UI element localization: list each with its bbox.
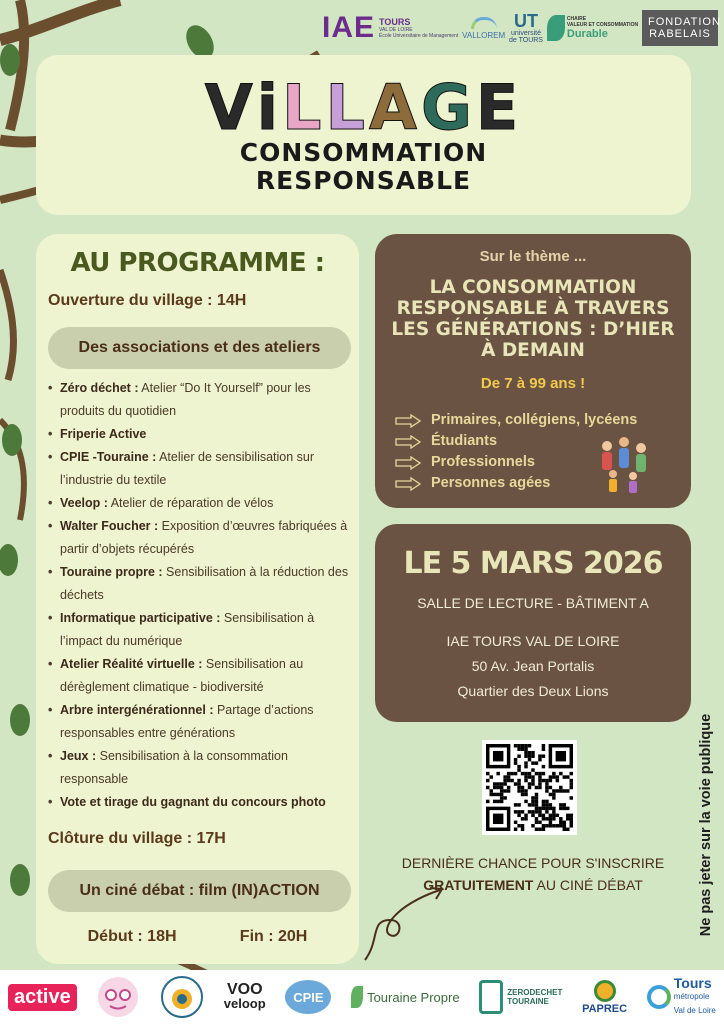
touraine-propre-label: Touraine Propre (367, 989, 460, 1005)
event-room: SALLE DE LECTURE - BÂTIMENT A (417, 595, 649, 611)
tours-metropole-logo (647, 976, 716, 1018)
title-letter: A (369, 71, 421, 144)
activity-name: Veelop : (60, 496, 108, 510)
chaire-leaf-icon (547, 15, 565, 41)
title-letter: E (475, 71, 523, 144)
audience-label: Étudiants (431, 433, 498, 449)
activity-desc: Partage d’actions responsables entre générations (60, 703, 314, 740)
fondation-rabelais-logo (642, 10, 721, 46)
opening-time: Ouverture du village : 14H (48, 292, 247, 309)
paprec-globe-icon (594, 980, 616, 1002)
activity-name: Jeux : (60, 749, 97, 763)
leaf-icon (351, 986, 363, 1008)
activity-desc: Sensibilisation à l’impact du numérique (60, 611, 315, 648)
activity-item (48, 653, 354, 699)
chaire-line1: CHAIRE (566, 16, 587, 22)
register-rest: AU CINÉ DÉBAT (533, 877, 643, 893)
event-district: Quartier des Deux Lions (457, 683, 609, 699)
title-letter: L (281, 71, 326, 144)
activity-name: Arbre intergénérationnel : (60, 703, 214, 717)
event-date: LE 5 MARS 2026 (403, 546, 663, 581)
activity-desc: Atelier “Do It Yourself” pour les produits du quotidien (60, 381, 311, 418)
activity-name: Walter Foucher : (60, 519, 159, 533)
cine-times (36, 928, 359, 946)
fondation-line1: FONDATION (647, 16, 721, 28)
zero-dechet-logo (160, 975, 204, 1019)
activity-item (48, 561, 354, 607)
informatique-participative-logo (96, 975, 140, 1019)
people-group-icon (597, 434, 651, 494)
arrow-right-icon (395, 477, 421, 491)
activity-item (48, 446, 354, 492)
closing-time: Clôture du village : 17H (48, 830, 226, 847)
title-letter: G (421, 71, 476, 144)
theme-heading: Sur le thème ... (479, 248, 587, 265)
veloop-label: veloop (223, 996, 266, 1011)
paprec-label: PAPREC (582, 1002, 628, 1015)
ut-line1: université (511, 30, 541, 37)
arrow-right-icon (395, 456, 421, 470)
activity-item (48, 699, 354, 745)
activity-item (48, 607, 354, 653)
iae-name: TOURS (379, 17, 411, 27)
house-icon (479, 980, 503, 1014)
iae-sub1: VAL DE LOIRE (379, 27, 413, 33)
fondation-line2: RABELAIS (649, 28, 711, 40)
audience-label: Personnes agées (431, 475, 551, 491)
chaire-word: Durable (566, 28, 608, 40)
zd-line2: TOURAINE (507, 997, 549, 1006)
theme-title: LA CONSOMMATION RESPONSABLE À TRAVERS LES GÉNÉRATIONS : D’HIER À DEMAIN (391, 277, 675, 361)
audience-item (395, 410, 637, 431)
paprec-logo (582, 980, 627, 1015)
activity-name: Vote et tirage du gagnant du concours photo (60, 795, 326, 809)
tm-line3: Val de Loire (673, 1006, 716, 1015)
activity-desc: Sensibilisation au dérèglement climatique - biodiversité (60, 657, 304, 694)
theme-panel (375, 234, 691, 508)
event-street: 50 Av. Jean Portalis (471, 658, 595, 674)
veloop-mark: VOO (226, 981, 263, 998)
vallorem-logo (462, 17, 505, 40)
tm-line1: Tours (673, 975, 712, 991)
curly-arrow-icon (360, 880, 450, 965)
activity-desc: Sensibilisation à la réduction des déchets (60, 565, 349, 602)
activity-item (48, 492, 354, 515)
activity-item (48, 745, 354, 791)
activity-name: Friperie Active (60, 427, 147, 441)
title-letter: V (204, 71, 257, 144)
partner-logos (0, 970, 724, 1024)
activity-desc: Atelier de sensibilisation sur l’industrie du textile (60, 450, 315, 487)
title-line3: RESPONSABLE (255, 166, 472, 195)
vertical-disposal-note (694, 700, 718, 950)
activity-desc: Sensibilisation à la consommation responsable (60, 749, 288, 786)
cpie-logo: CPIE (285, 980, 331, 1014)
zd-line1: ZERODECHET (507, 988, 563, 997)
ut-line2: de TOURS (509, 37, 543, 44)
activity-item (48, 791, 354, 814)
iae-mark: IAE (322, 11, 376, 44)
activity-desc: Atelier de réparation de vélos (107, 496, 274, 510)
metropole-swirl-icon (647, 985, 671, 1009)
tm-line2: métropole (673, 992, 710, 1001)
chaire-durable-logo (547, 15, 638, 41)
theme-age-range: De 7 à 99 ans ! (480, 375, 586, 392)
active-logo: active (8, 984, 77, 1011)
title-panel (36, 55, 691, 215)
program-panel (36, 234, 359, 964)
associations-heading: Des associations et des ateliers (48, 327, 351, 369)
activity-item (48, 377, 354, 423)
register-bold: GRATUITEMENT (423, 877, 534, 893)
iae-tours-logo (322, 11, 458, 45)
date-panel (375, 524, 691, 722)
title-letter: L (325, 71, 370, 144)
qr-code-icon (486, 744, 573, 831)
activity-name: CPIE -Touraine : (60, 450, 157, 464)
zerodechet-touraine-logo (479, 980, 562, 1014)
cine-start: Début : 18H (87, 928, 177, 945)
activity-name: Zéro déchet : (60, 381, 139, 395)
vallorem-label: VALLOREM (462, 30, 506, 40)
activity-name: Informatique participative : (60, 611, 221, 625)
arrow-right-icon (395, 414, 421, 428)
audience-label: Primaires, collégiens, lycéens (431, 412, 638, 428)
veloop-logo (224, 983, 266, 1011)
title-letter: i (256, 71, 282, 144)
vallorem-swoosh-icon (471, 17, 497, 29)
register-line1: DERNIÈRE CHANCE POUR S'INSCRIRE (401, 855, 665, 871)
touraine-propre-logo (351, 986, 460, 1008)
cine-end: Fin : 20H (239, 928, 308, 945)
universite-tours-logo (509, 12, 543, 44)
activity-item (48, 515, 354, 561)
arrow-right-icon (395, 435, 421, 449)
activity-item (48, 423, 354, 446)
event-place: IAE TOURS VAL DE LOIRE (446, 633, 620, 649)
activities-list (48, 377, 354, 814)
header-logos (322, 8, 721, 48)
cine-debat-heading: Un ciné débat : film (IN)ACTION (48, 870, 351, 912)
program-title: AU PROGRAMME : (70, 248, 325, 278)
title-line2: CONSOMMATION (239, 138, 488, 167)
disposal-text: Ne pas jeter sur la voie publique (698, 713, 714, 937)
title-village (36, 71, 691, 144)
activity-name: Atelier Réalité virtuelle : (60, 657, 203, 671)
chaire-line2: VALEUR ET CONSOMMATION (566, 22, 639, 28)
iae-sub2: École Universitaire de Management (379, 33, 459, 39)
audience-label: Professionnels (431, 454, 535, 470)
registration-qr-code[interactable] (482, 740, 577, 835)
ut-mark: UT (513, 11, 538, 31)
activity-name: Touraine propre : (60, 565, 163, 579)
activity-desc: Exposition d’œuvres fabriquées à partir d’objets récupérés (60, 519, 348, 556)
